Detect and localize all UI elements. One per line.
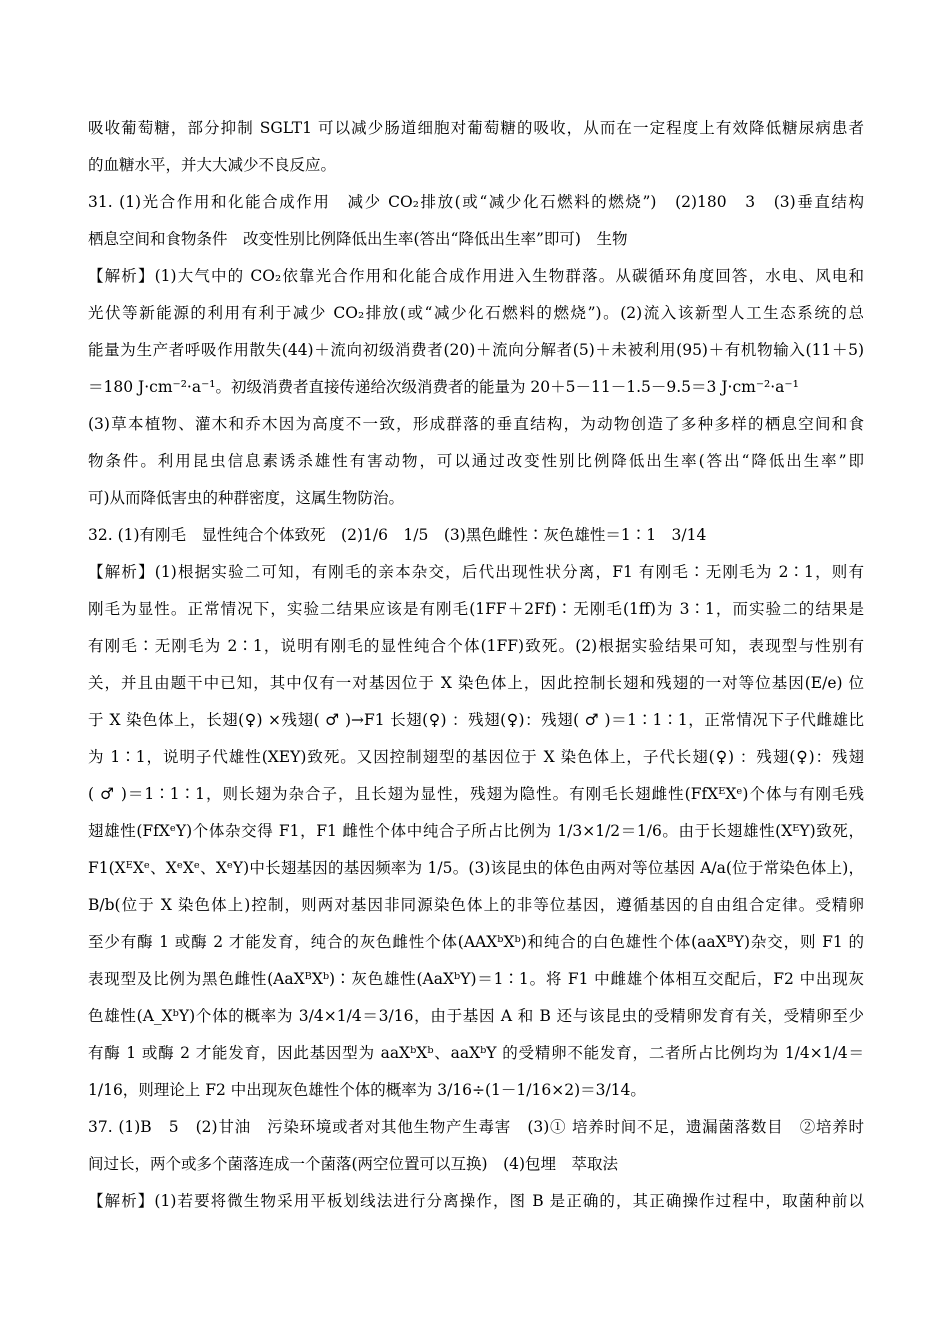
text-line: 有刚毛∶无刚毛为 2∶1，说明有刚毛的显性纯合个体(1FF)致死。(2)根据实验结果可知，表现型与性别有 — [88, 637, 864, 655]
text-line: 光伏等新能源的利用有利于减少 CO₂排放(或“减少化石燃料的燃烧”)。(2)流入该新型人工生态系统的总 — [88, 304, 864, 322]
text-line: 至少有酶 1 或酶 2 才能发育，纯合的灰色雌性个体(AAXᵇXᵇ)和纯合的白色雄性个体(aaXᴮY)杂交，则 F1 的 — [88, 933, 864, 951]
answer-31-line: 31. (1)光合作用和化能合成作用 减少 CO₂排放(或“减少化石燃料的燃烧”) (2)180 3 (3)垂直结构 — [88, 193, 864, 211]
analysis-37-line: 【解析】(1)若要将微生物采用平板划线法进行分离操作，图 B 是正确的，其正确操作过程中，取菌种前以 — [88, 1192, 864, 1210]
text-line: 翅雄性(FfXᵉY)个体杂交得 F1，F1 雌性个体中纯合子所占比例为 1/3×1/2＝1/6。由于长翅雄性(XᴱY)致死， — [88, 822, 864, 840]
text-line: 间过长，两个或多个菌落连成一个菌落(两空位置可以互换) (4)包埋 萃取法 — [88, 1155, 619, 1173]
text-line: 能量为生产者呼吸作用散失(44)＋流向初级消费者(20)＋流向分解者(5)＋未被利用(95)＋有机物输入(11＋5) — [88, 341, 864, 359]
answer-32-line: 32. (1)有刚毛 显性纯合个体致死 (2)1/6 1/5 (3)黑色雌性∶灰色雄性＝1∶1 3/14 — [88, 526, 707, 544]
text-line: 表现型及比例为黑色雌性(AaXᴮXᵇ)∶灰色雄性(AaXᵇY)＝1∶1。将 F1 中雌雄个体相互交配后，F2 中出现灰 — [88, 970, 864, 988]
text-line: 物条件。利用昆虫信息素诱杀雄性有害动物，可以通过改变性别比例降低出生率(答出“降低出生率”即 — [88, 452, 864, 470]
text-line: 于 X 染色体上，长翅(♀) ×残翅( ♂ )→F1 长翅(♀) ：残翅(♀)：残翅( ♂ )＝1∶1∶1，正常情况下子代雌雄比 — [88, 711, 864, 729]
text-line: ( ♂ )＝1∶1∶1，则长翅为杂合子，且长翅为显性，残翅为隐性。有刚毛长翅雌性(FfXᴱXᵉ)个体与有刚毛残 — [88, 785, 864, 803]
answer-37-line: 37. (1)B 5 (2)甘油 污染环境或者对其他生物产生毒害 (3)① 培养时间不足，遗漏菌落数目 ②培养时 — [88, 1118, 864, 1136]
text-line: 1/16，则理论上 F2 中出现灰色雄性个体的概率为 3/16÷(1－1/16×2)＝3/14。 — [88, 1081, 646, 1099]
text-line: F1(XᴱXᵉ、XᵉXᵉ、XᵉY)中长翅基因的基因频率为 1/5。(3)该昆虫的体色由两对等位基因 A/a(位于常染色体上)， — [88, 859, 864, 877]
text-line: 栖息空间和食物条件 改变性别比例降低出生率(答出“降低出生率”即可) 生物 — [88, 230, 628, 248]
text-line: 关，并且由题干中已知，其中仅有一对基因位于 X 染色体上，因此控制长翅和残翅的一对等位基因(E/e) 位 — [88, 674, 864, 692]
text-line: 色雄性(A_XᵇY)个体的概率为 3/4×1/4＝3/16，由于基因 A 和 B 还与该昆虫的受精卵发育有关，受精卵至少 — [88, 1007, 864, 1025]
text-line: 的血糖水平，并大大减少不良反应。 — [88, 156, 337, 174]
text-line: (3)草本植物、灌木和乔木因为高度不一致，形成群落的垂直结构，为动物创造了多种多样的栖息空间和食 — [88, 415, 864, 433]
text-line: 吸收葡萄糖，部分抑制 SGLT1 可以减少肠道细胞对葡萄糖的吸收，从而在一定程度上有效降低糖尿病患者 — [88, 119, 864, 137]
text-line: ＝180 J·cm⁻²·a⁻¹。初级消费者直接传递给次级消费者的能量为 20＋5－11－1.5－9.5＝3 J·cm⁻²·a⁻¹ — [88, 378, 799, 396]
text-line: 可)从而降低害虫的种群密度，这属生物防治。 — [88, 489, 405, 507]
text-line: B/b(位于 X 染色体上)控制，则两对基因非同源染色体上的非等位基因，遵循基因的自由组合定律。受精卵 — [88, 896, 864, 914]
text-line: 刚毛为显性。正常情况下，实验二结果应该是有刚毛(1FF＋2Ff)∶无刚毛(1ff)为 3∶1，而实验二的结果是 — [88, 600, 864, 618]
text-line: 有酶 1 或酶 2 才能发育，因此基因型为 aaXᵇXᵇ、aaXᵇY 的受精卵不能发育，二者所占比例均为 1/4×1/4＝ — [88, 1044, 864, 1062]
analysis-32-line: 【解析】(1)根据实验二可知，有刚毛的亲本杂交，后代出现性状分离，F1 有刚毛∶无刚毛为 2∶1，则有 — [88, 563, 864, 581]
analysis-31-line: 【解析】(1)大气中的 CO₂依靠光合作用和化能合成作用进入生物群落。从碳循环角度回答，水电、风电和 — [88, 267, 864, 285]
text-line: 为 1∶1，说明子代雄性(XEY)致死。又因控制翅型的基因位于 X 染色体上，子代长翅(♀) ：残翅(♀)：残翅 — [88, 748, 864, 766]
